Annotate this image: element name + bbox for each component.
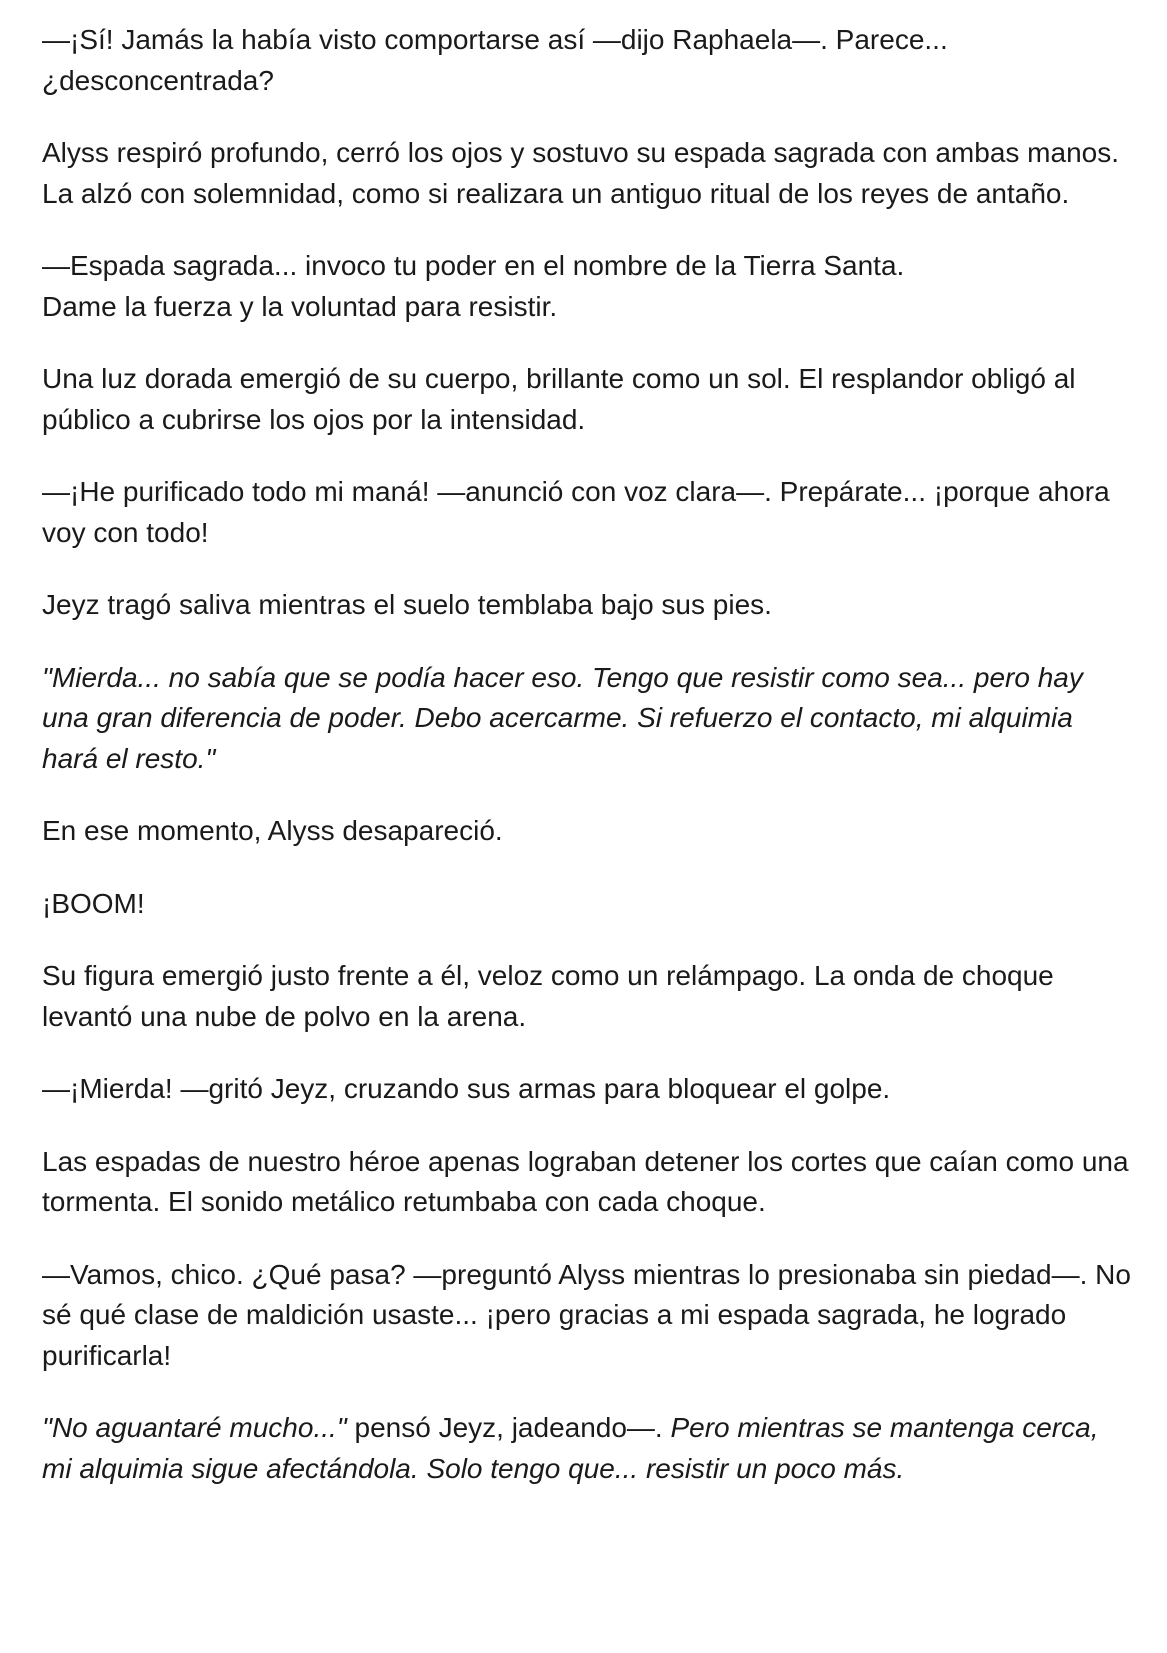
paragraph-2: Alyss respiró profundo, cerró los ojos y sostuvo su espada sagrada con ambas manos. La alzó con solemnidad, como si realizara un antiguo ritual de los reyes de antaño. — [42, 137, 1120, 209]
paragraph-6: Jeyz tragó saliva mientras el suelo temblaba bajo sus pies. — [42, 589, 772, 620]
paragraph-12: Las espadas de nuestro héroe apenas lograban detener los cortes que caían como una tormenta. El sonido metálico retumbaba con cada choque. — [42, 1145, 1129, 1217]
narration-text: pensó Jeyz, jadeando—. — [346, 1412, 671, 1443]
paragraph-13: —Vamos, chico. ¿Qué pasa? —preguntó Alyss mientras lo presionaba sin piedad—. No sé qué clase de maldición usaste... ¡pero gracias a mi espada sagrada, he logrado purificarla! — [42, 1258, 1131, 1371]
paragraph-5: —¡He purificado todo mi maná! —anunció con voz clara—. Prepárate... ¡porque ahora voy con todo! — [42, 476, 1110, 548]
document-page — [42, 20, 1132, 1521]
paragraph-1: —¡Sí! Jamás la había visto comportarse así —dijo Raphaela—. Parece... ¿desconcentrada? — [42, 24, 948, 96]
thought-continuation: Pero mientras se mantenga cerca, mi alquimia sigue afectándola. Solo tengo que... resistir un poco más. — [42, 1412, 1099, 1484]
paragraph-3: —Espada sagrada... invoco tu poder en el nombre de la Tierra Santa. Dame la fuerza y la voluntad para resistir. — [42, 250, 905, 322]
paragraph-14 — [42, 1408, 1132, 1489]
paragraph-8: En ese momento, Alyss desapareció. — [42, 815, 503, 846]
paragraph-10: Su figura emergió justo frente a él, veloz como un relámpago. La onda de choque levantó una nube de polvo en la arena. — [42, 960, 1054, 1032]
paragraph-7-thought: "Mierda... no sabía que se podía hacer eso. Tengo que resistir como sea... pero hay una gran diferencia de poder. Debo acercarme. Si refuerzo el contacto, mi alquimia hará el resto." — [42, 661, 1083, 774]
paragraph-4: Una luz dorada emergió de su cuerpo, brillante como un sol. El resplandor obligó al público a cubrirse los ojos por la intensidad. — [42, 363, 1076, 435]
paragraph-9: ¡BOOM! — [42, 887, 145, 919]
thought-quote: "No aguantaré mucho..." — [42, 1412, 347, 1443]
paragraph-11: —¡Mierda! —gritó Jeyz, cruzando sus armas para bloquear el golpe. — [42, 1073, 891, 1104]
